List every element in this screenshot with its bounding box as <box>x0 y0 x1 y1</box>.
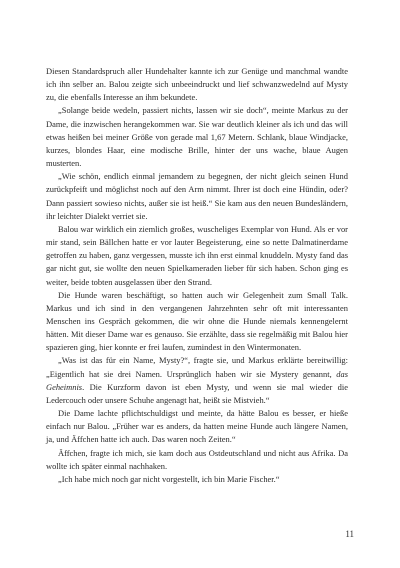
paragraph <box>46 289 348 355</box>
text-run: Diesen Standardspruch aller Hundehalter kannte ich zur Genüge und manchmal wandte ich ihn selber an. Balou zeigte sich unbeeindruckt und lief schwanzwedelnd auf Mysty zu, die ebenfalls Interesse an ihm bekundete. <box>46 66 348 103</box>
body-text <box>46 65 348 486</box>
paragraph <box>46 65 348 104</box>
text-run: „Ich habe mich noch gar nicht vorgestellt, ich bin Marie Fischer.“ <box>58 473 280 484</box>
text-run: Äffchen, fragte ich mich, sie kam doch aus Ostdeutschland und nicht aus Afrika. Da wollte ich später einmal nachhaken. <box>46 447 348 471</box>
text-run: „Wie schön, endlich einmal jemandem zu begegnen, der nicht gleich seinen Hund zurückpfeift und möglichst noch auf den Arm nimmt. Ihrer ist doch eine Hündin, oder? Dann passiert sowieso nichts, außer sie ist heiß.“ Sie kam aus den neuen Bundesländern, ihr leichter Dialekt verriet sie. <box>46 171 348 221</box>
paragraph <box>46 447 348 473</box>
text-run: Die Hunde waren beschäftigt, so hatten auch wir Gelegenheit zum Small Talk. Markus und ich sind in den vergangenen Jahrzehnten sehr oft mit interessanten Menschen ins Gespräch gekommen, die wir ohne die Hunde niemals kennengelernt hätten. Mit dieser Dame war es genauso. Sie erzählte, dass sie regelmäßig mit Balou hier spazieren ging, hier konnte er frei laufen, zumindest in den Wintermonaten. <box>46 289 348 353</box>
italic-text: das Geheimnis <box>46 368 348 392</box>
text-run: „Was ist das für ein Name, Mysty?“, fragte sie, und Markus erklärte bereitwillig: „Eigentlich hat sie drei Namen. Ursprünglich haben wir sie Mystery genannt, <box>46 355 348 379</box>
paragraph <box>46 473 348 486</box>
text-run: „Solange beide wedeln, passiert nichts, lassen wir sie doch“, meinte Markus zu der Dame, die inzwischen herangekommen war. Sie war deutlich kleiner als ich und das will etwas heißen bei meiner Größe von gerade mal 1,67 Metern. Schlank, blaue Windjacke, kurzes, blondes Haar, eine modische Brille, hinter der uns wache, blaue Augen musterten. <box>46 105 348 169</box>
paragraph <box>46 407 348 446</box>
paragraph <box>46 170 348 223</box>
text-run: Die Dame lachte pflichtschuldigst und meinte, da hätte Balou es besser, er hieße einfach nur Balou. „Früher war es anders, da hatten meine Hunde auch längere Namen, ja, und Äffchen hatte ich auch. Das waren noch Zeiten.“ <box>46 408 348 445</box>
paragraph <box>46 223 348 289</box>
text-run: Balou war wirklich ein ziemlich großes, wuscheliges Exemplar von Hund. Als er vor mir stand, sein Bällchen hatte er vor lauter Begeisterung, eine so nette Dalmatinerdame getroffen zu haben, ganz vergessen, musste ich ihn erst einmal knuddeln. Mysty fand das gar nicht gut, sie wollte den neuen Spielkameraden lieber für sich haben. Schon ging es weiter, beide tobten ausgelassen über den Strand. <box>46 223 348 287</box>
page-number: 11 <box>345 529 354 539</box>
text-run: . Die Kurzform davon ist eben Mysty, und wenn sie mal wieder die Ledercouch oder unsere Schuhe angenagt hat, heißt sie Mistvieh.“ <box>46 381 348 405</box>
paragraph <box>46 354 348 407</box>
paragraph <box>46 104 348 170</box>
